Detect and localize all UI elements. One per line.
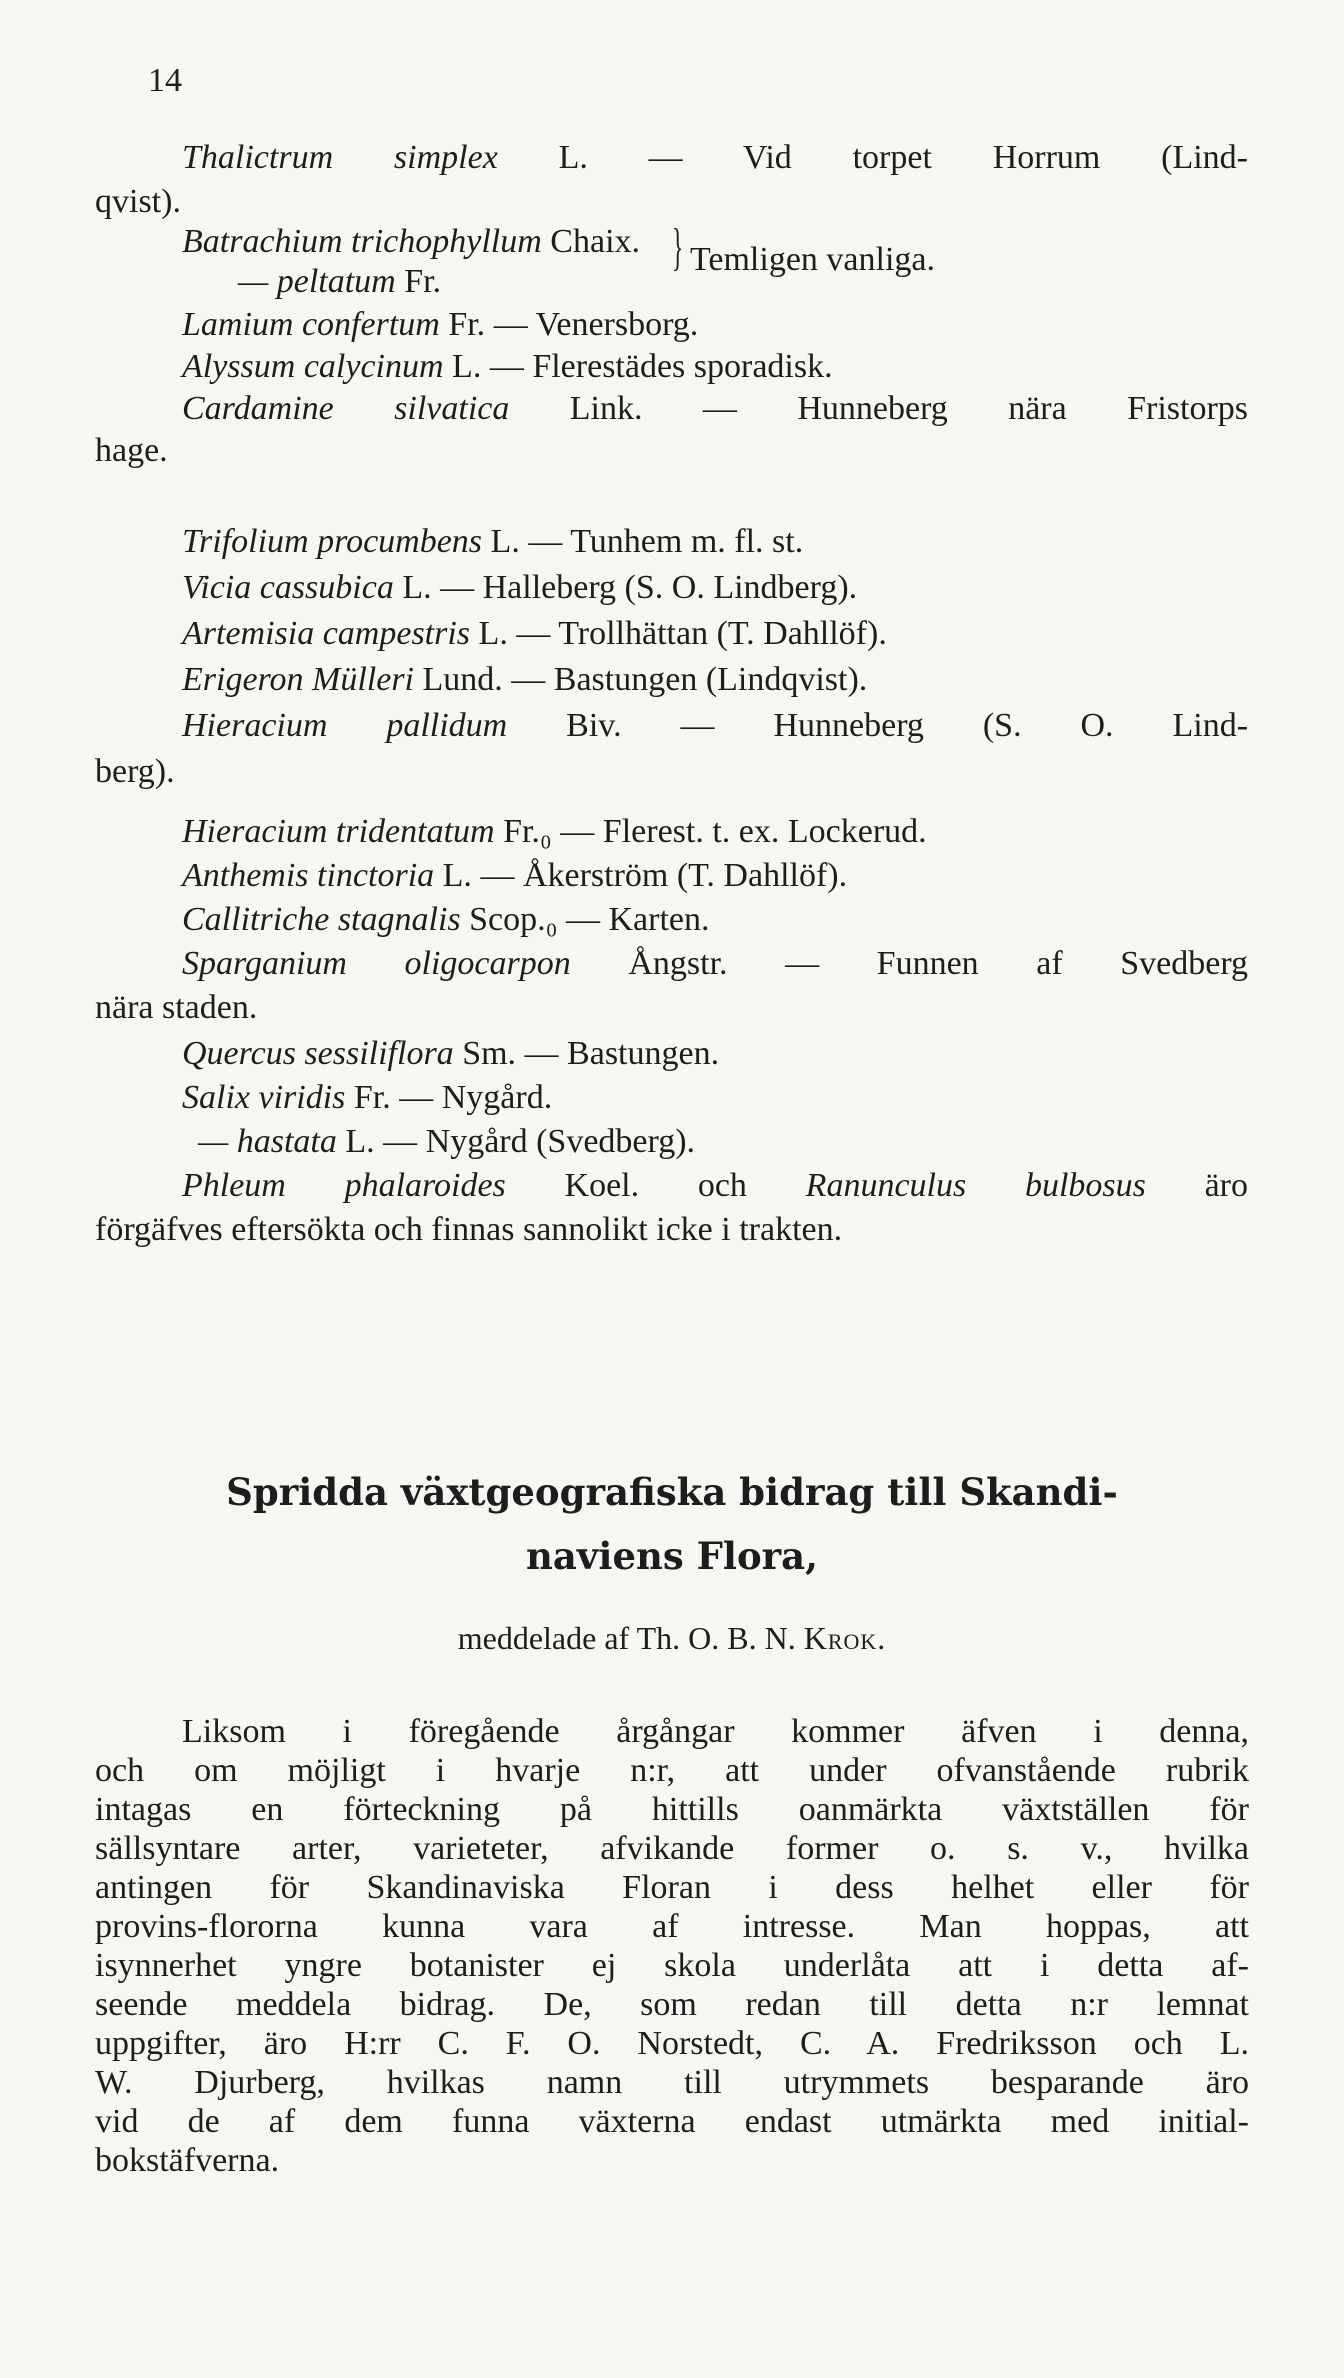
paragraph-line: sällsyntare arter, varieteter, afvikande former o. s. v., hvilka (95, 1830, 1249, 1867)
list-item: — hastata L. — Nygård (Svedberg). (198, 1123, 696, 1160)
paragraph-line: och om möjligt i hvarje n:r, att under ofvanstående rubrik (95, 1752, 1249, 1789)
list-item: Cardamine silvatica Link. — Hunneberg nära Fristorps (182, 390, 1249, 427)
paragraph-line: bokstäfverna. (95, 2142, 280, 2179)
byline: meddelade af Th. O. B. N. Krok. (457, 1620, 887, 1656)
list-item: Batrachium trichophyllum Chaix. (182, 223, 641, 260)
list-item: Artemisia campestris L. — Trollhättan (T. Dahllöf). (182, 615, 887, 652)
grouped-note: Temligen vanliga. (690, 241, 935, 278)
list-item: Lamium confertum Fr. — Venersborg. (182, 306, 699, 343)
paragraph-line: seende meddela bidrag. De, som redan till detta n:r lemnat (95, 1986, 1249, 2023)
list-item: Quercus sessiliflora Sm. — Bastungen. (182, 1035, 720, 1072)
list-item: — peltatum Fr. (238, 263, 442, 300)
article-title-line-2: naviens Flora, (526, 1534, 818, 1578)
list-item-continuation: qvist). (95, 183, 181, 220)
paragraph-line: provins-flororna kunna vara af intresse. Man hoppas, att (95, 1908, 1249, 1945)
list-item: Hieracium tridentatum Fr.₀ — Flerest. t. ex. Lockerud. (182, 813, 927, 850)
list-item: Hieracium pallidum Biv. — Hunneberg (S. O. Lind- (182, 707, 1249, 744)
list-item: Anthemis tinctoria L. — Åkerström (T. Dahllöf). (182, 857, 848, 894)
list-item: Alyssum calycinum L. — Flerestädes sporadisk. (182, 348, 833, 385)
list-item: Phleum phalaroides Koel. och Ranunculus bulbosus äro (182, 1167, 1249, 1204)
paragraph-line: uppgifter, äro H:rr C. F. O. Norstedt, C. A. Fredriksson och L. (95, 2025, 1249, 2062)
list-item: Erigeron Mülleri Lund. — Bastungen (Lindqvist). (182, 661, 868, 698)
list-item-continuation: hage. (95, 432, 168, 469)
paragraph-line: vid de af dem funna växterna endast utmärkta med initial- (95, 2103, 1249, 2140)
paragraph-line: Liksom i föregående årgångar kommer äfven i denna, (182, 1713, 1249, 1750)
paragraph-line: W. Djurberg, hvilkas namn till utrymmets besparande äro (95, 2064, 1249, 2101)
brace-mark: } (672, 219, 684, 276)
page-number: 14 (148, 62, 182, 99)
list-item: Callitriche stagnalis Scop.₀ — Karten. (182, 901, 710, 938)
intro-paragraph (95, 1712, 1249, 2180)
list-item-continuation: förgäfves eftersökta och finnas sannolikt icke i trakten. (95, 1211, 843, 1248)
paragraph-line: isynnerhet yngre botanister ej skola underlåta att i detta af- (95, 1947, 1249, 1984)
paragraph-line: antingen för Skandinaviska Floran i dess helhet eller för (95, 1869, 1249, 1906)
list-item-continuation: nära staden. (95, 989, 258, 1026)
paragraph-line: intagas en förteckning på hittills oanmärkta växtställen för (95, 1791, 1249, 1828)
list-item: Vicia cassubica L. — Halleberg (S. O. Lindberg). (182, 569, 858, 606)
list-item-continuation: berg). (95, 753, 175, 790)
list-item: Trifolium procumbens L. — Tunhem m. fl. st. (182, 523, 804, 560)
author-name: Krok. (803, 1620, 887, 1656)
list-item: Sparganium oligocarpon Ångstr. — Funnen af Svedberg (182, 945, 1249, 982)
list-item: Thalictrum simplex L. — Vid torpet Horrum (Lind- (182, 139, 1248, 176)
list-item: Salix viridis Fr. — Nygård. (182, 1079, 553, 1116)
article-title-line-1: Spridda växtgeografiska bidrag till Skandi- (226, 1470, 1118, 1514)
